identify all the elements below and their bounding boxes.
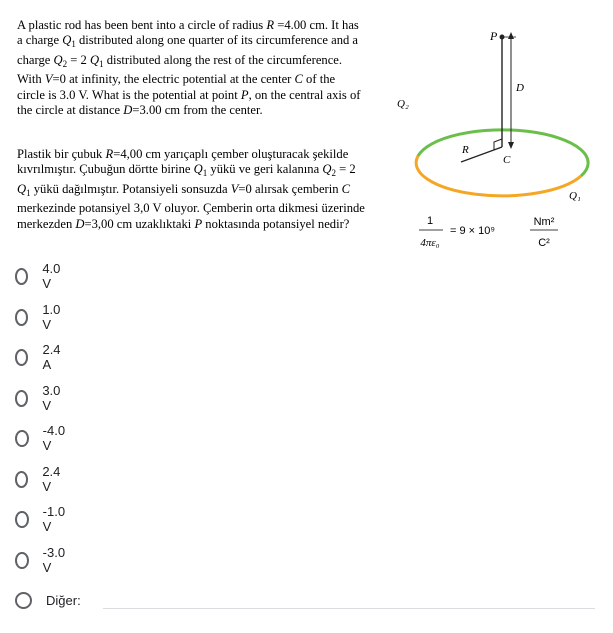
coulomb-constant-formula [418,208,603,260]
option-7[interactable] [15,504,68,534]
option-label: 4.0 V [42,261,61,291]
option-5[interactable] [15,423,68,453]
radio-button[interactable] [15,430,29,447]
label-q2: Q₂ [397,98,409,110]
constant-unit-denominator: C² [538,237,550,249]
option-label: 1.0 V [42,302,61,332]
option-label: -1.0 V [42,504,66,534]
label-r: R [462,144,469,156]
question-text-turkish: Plastik bir çubuk R=4,00 cm yarıçaplı çember oluşturacak şekilde kıvrılmıştır. Çubuğun dörtte birine $Q_1$ yükü ve geri kalanına $Q_2 = 2$ $Q_1$ yükü dağılmıştır. Potansiyeli sonsuzda V=0 alırsak çemberin C merkezinde potansiyel 3,0 V oluyor. Çemberin orta dikmesi üzerinde merkezden D=3,00 cm uzaklıktaki P noktasında potansiyel nedir? [17,147,365,231]
option-1[interactable] [15,261,64,291]
option-other[interactable] [15,588,81,612]
label-c: C [503,154,511,166]
constant-unit-numerator: Nm² [533,216,555,228]
label-p: P [490,29,498,43]
radio-button[interactable] [15,268,28,285]
label-d: D [516,82,524,94]
ring-charge-figure [395,15,600,210]
constant-numerator: 1 [426,215,434,227]
constant-denominator: 4πε₀ [420,237,440,249]
constant-value: = 9 × 10⁹ [450,225,496,237]
radio-button[interactable] [15,552,29,569]
option-3[interactable] [15,342,64,372]
option-4[interactable] [15,383,64,413]
question-text-english: A plastic rod has been bent into a circle of radius R =4.00 cm. It has a charge $Q_1$ distributed along one quarter of its circumference and a charge $Q_2 = 2$ $Q_1$ distributed along the rest of the circumference. With V=0 at infinity, the electric potential at the center C of the circle is 3.0 V. What is the potential at point P, on the central axis of the circle at distance D=3.00 cm from the center. [17,18,361,118]
option-8[interactable] [15,545,68,575]
option-label: 2.4 V [42,464,61,494]
option-label: -3.0 V [42,545,66,575]
option-label: -4.0 V [42,423,66,453]
radio-button[interactable] [15,511,29,528]
option-label: 2.4 A [42,342,61,372]
radio-button[interactable] [15,309,28,326]
option-6[interactable] [15,464,64,494]
option-2[interactable] [15,302,64,332]
radio-button[interactable] [15,471,28,488]
radio-button[interactable] [15,349,28,366]
other-option-label: Diğer: [46,592,81,608]
d-arrow-up [508,32,514,39]
d-arrow-down [508,142,514,149]
label-q1: Q₁ [569,190,581,202]
radio-button[interactable] [15,390,28,407]
option-label: 3.0 V [42,383,61,413]
point-p [500,35,505,40]
other-text-input[interactable] [103,608,595,609]
radio-button[interactable] [15,592,32,609]
q2-arc [418,130,588,176]
q1-arc [416,156,581,196]
